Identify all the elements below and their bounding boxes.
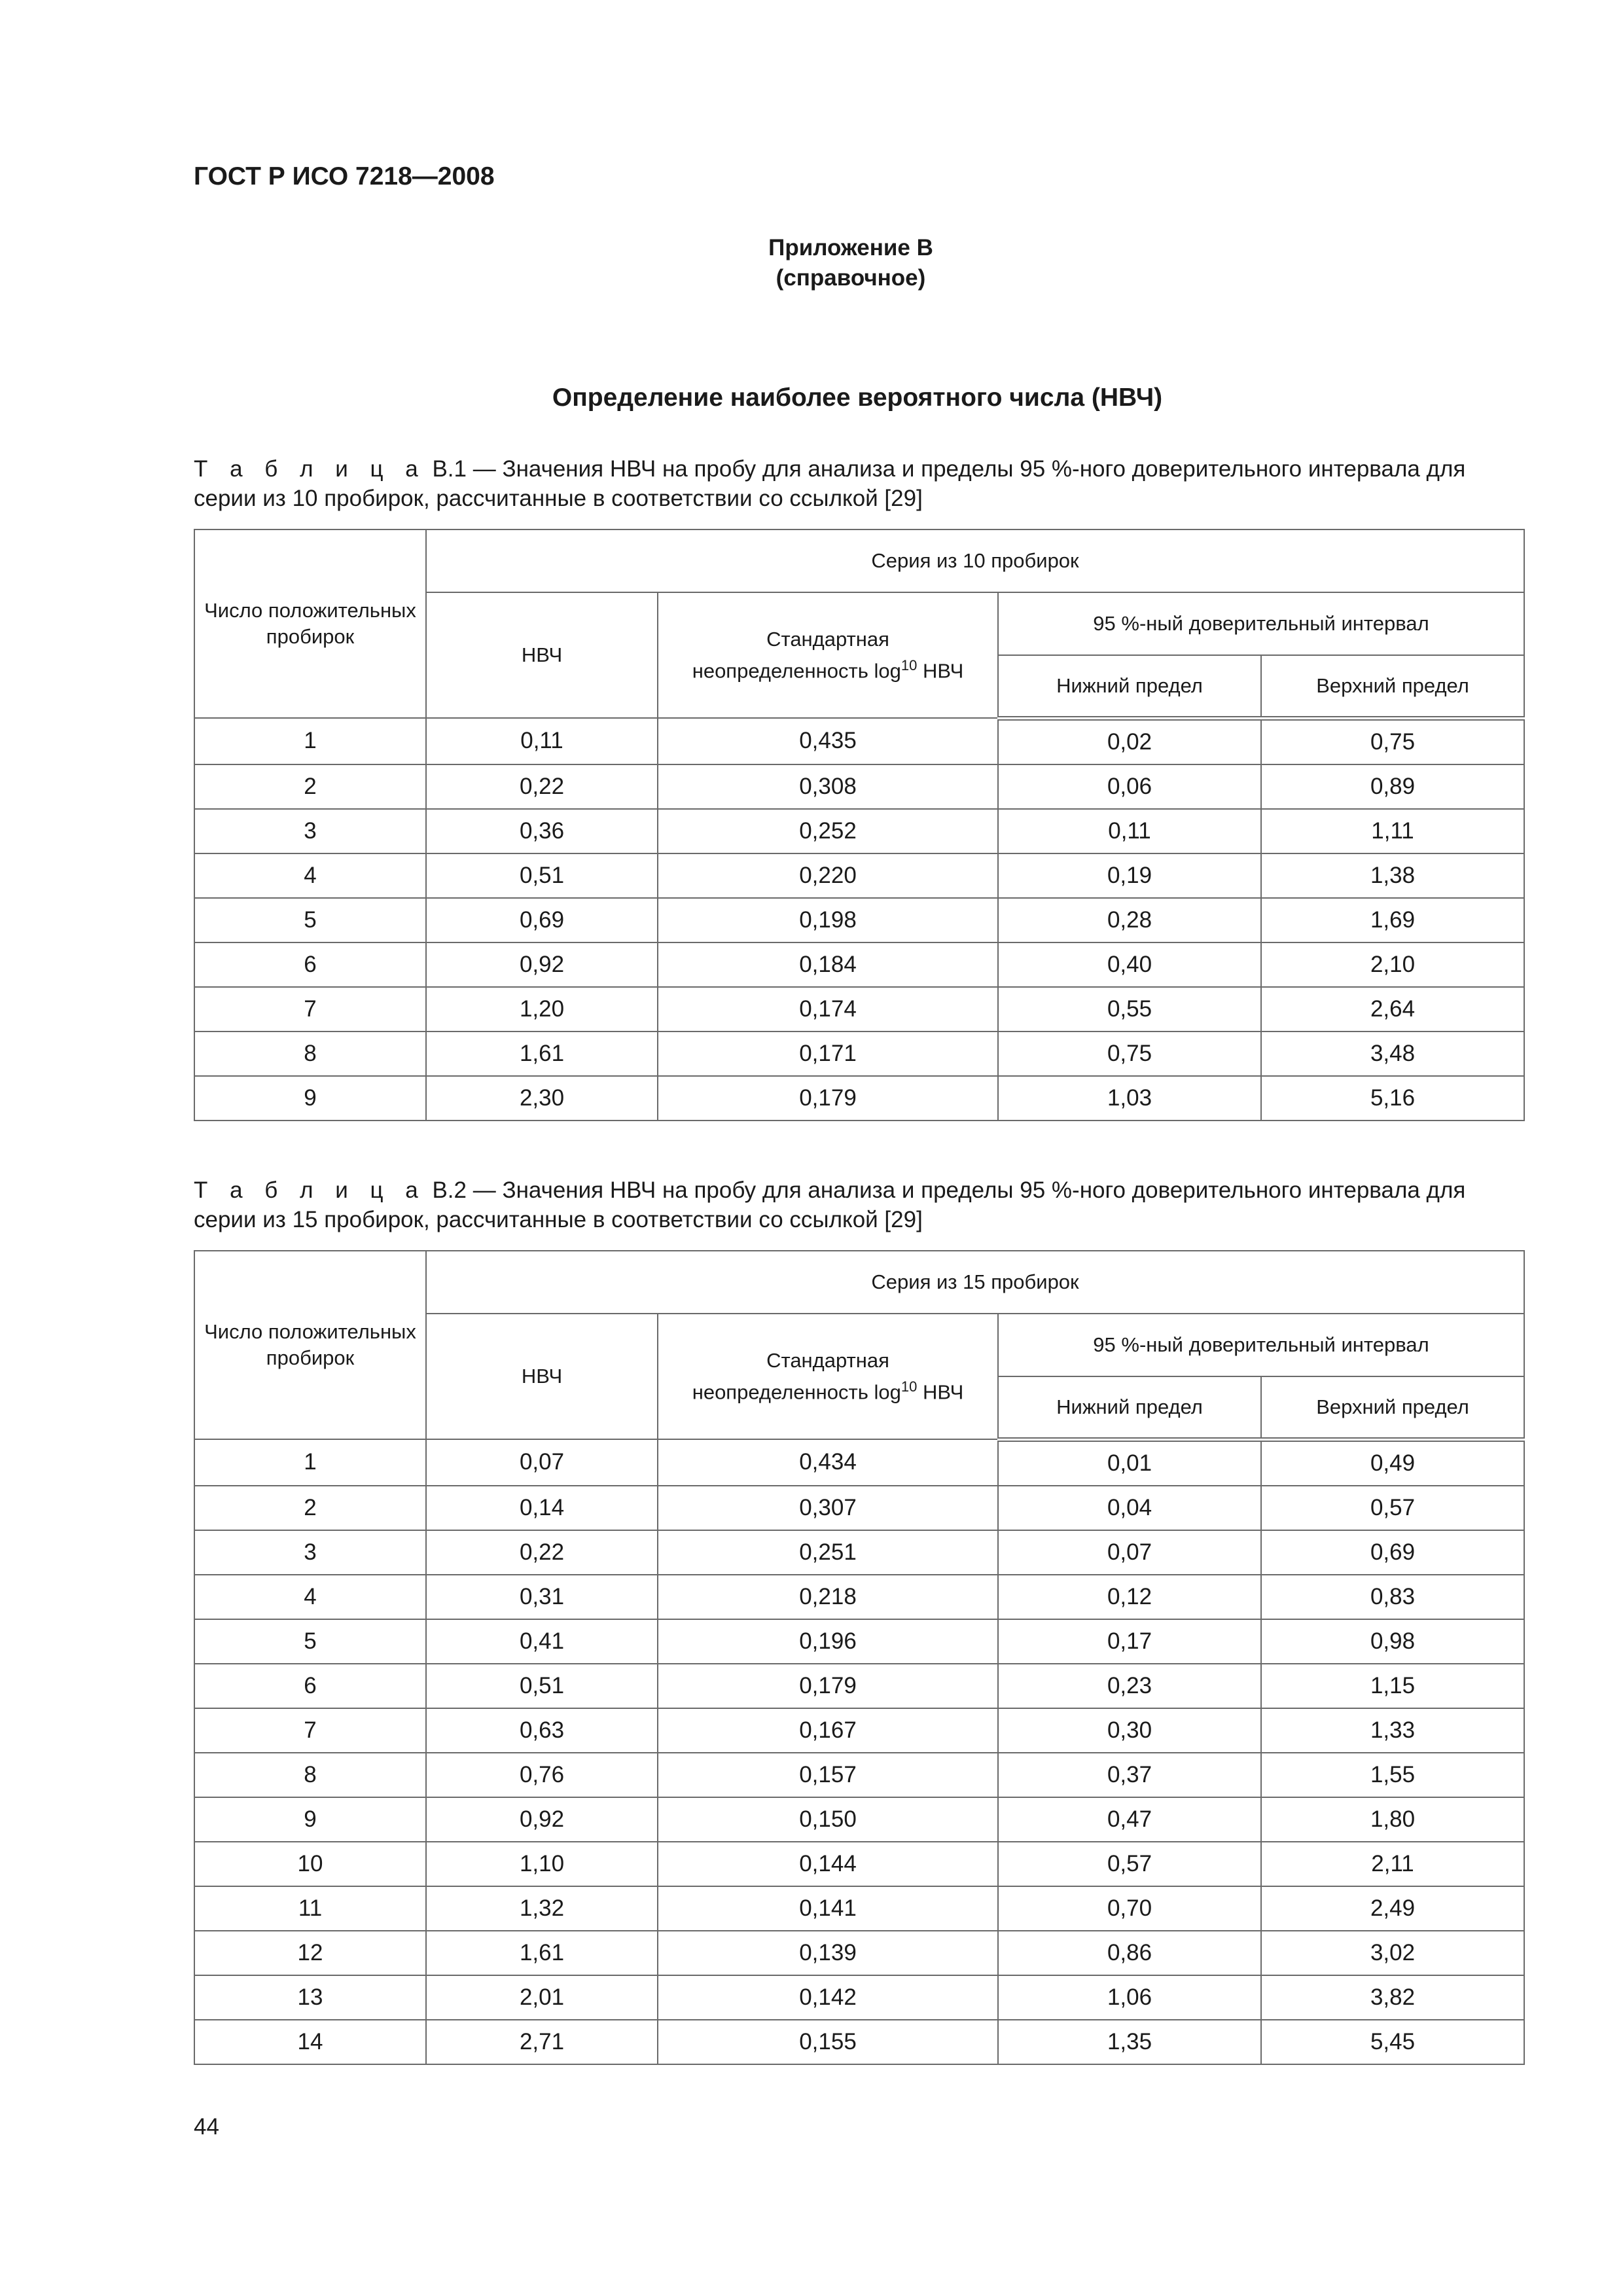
cell-std-uncertainty: 0,196 [658,1619,998,1664]
table-2-body [194,1439,1524,2064]
cell-mpn: 0,07 [426,1439,658,1486]
cell-positives: 1 [194,718,426,764]
header-upper: Верхний предел [1261,655,1524,718]
header-ci: 95 %-ный доверительный интервал [998,1314,1524,1376]
cell-mpn: 0,51 [426,853,658,898]
table-2-caption [194,1175,1529,1234]
cell-upper-limit: 0,98 [1261,1619,1524,1664]
table-row [194,718,1524,764]
cell-positives: 5 [194,1619,426,1664]
cell-positives: 9 [194,1797,426,1842]
table-row [194,764,1524,809]
cell-mpn: 0,76 [426,1753,658,1797]
cell-upper-limit: 1,55 [1261,1753,1524,1797]
table-row [194,1886,1524,1931]
header-lower: Нижний предел [998,1376,1261,1439]
cell-positives: 1 [194,1439,426,1486]
table-row [194,987,1524,1031]
annex-subtitle: (справочное) [776,265,926,291]
cell-std-uncertainty: 0,155 [658,2020,998,2064]
cell-positives: 3 [194,809,426,853]
cell-upper-limit: 2,49 [1261,1886,1524,1931]
cell-upper-limit: 0,57 [1261,1486,1524,1530]
table-1-caption-lead: Т а б л и ц а [194,456,426,482]
cell-upper-limit: 1,11 [1261,809,1524,853]
cell-mpn: 2,71 [426,2020,658,2064]
document-code: ГОСТ Р ИСО 7218—2008 [194,162,495,190]
cell-upper-limit: 0,83 [1261,1575,1524,1619]
cell-positives: 5 [194,898,426,942]
table-row [194,1530,1524,1575]
cell-lower-limit: 0,06 [998,764,1261,809]
cell-lower-limit: 0,86 [998,1931,1261,1975]
cell-mpn: 0,51 [426,1664,658,1708]
cell-lower-limit: 0,04 [998,1486,1261,1530]
header-mpn: НВЧ [426,1314,658,1439]
table-1 [194,529,1525,1121]
cell-upper-limit: 1,69 [1261,898,1524,942]
cell-mpn: 1,61 [426,1031,658,1076]
cell-lower-limit: 1,03 [998,1076,1261,1121]
cell-lower-limit: 0,55 [998,987,1261,1031]
cell-lower-limit: 0,75 [998,1031,1261,1076]
cell-std-uncertainty: 0,144 [658,1842,998,1886]
cell-mpn: 0,92 [426,1797,658,1842]
cell-mpn: 0,11 [426,718,658,764]
cell-positives: 4 [194,1575,426,1619]
header-std-line2: неопределенность log [692,1380,901,1404]
cell-upper-limit: 3,02 [1261,1931,1524,1975]
table-1-caption [194,454,1529,513]
table-row [194,898,1524,942]
cell-lower-limit: 1,06 [998,1975,1261,2020]
cell-positives: 2 [194,764,426,809]
header-positives: Число положительных пробирок [194,529,426,718]
cell-positives: 8 [194,1031,426,1076]
cell-lower-limit: 0,02 [998,718,1261,764]
cell-upper-limit: 5,16 [1261,1076,1524,1121]
cell-upper-limit: 0,49 [1261,1439,1524,1486]
table-1-body [194,718,1524,1121]
header-std-line2: неопределенность log [692,659,901,683]
cell-lower-limit: 0,12 [998,1575,1261,1619]
cell-std-uncertainty: 0,171 [658,1031,998,1076]
table-2-caption-text: В.2 — Значения НВЧ на пробу для анализа и пределы 95 %-ного доверительного интервала для серии из 15 пробирок, рассчитанные в соответствии со ссылкой [29] [194,1177,1466,1232]
table-row [194,1753,1524,1797]
cell-mpn: 0,69 [426,898,658,942]
cell-std-uncertainty: 0,307 [658,1486,998,1530]
header-std-line1: Стандартная [766,627,889,651]
table-row [194,1619,1524,1664]
cell-lower-limit: 0,28 [998,898,1261,942]
cell-std-uncertainty: 0,184 [658,942,998,987]
header-std-line1: Стандартная [766,1348,889,1372]
cell-upper-limit: 1,38 [1261,853,1524,898]
header-series: Серия из 10 пробирок [426,529,1524,592]
cell-std-uncertainty: 0,167 [658,1708,998,1753]
table-row [194,1664,1524,1708]
header-std-sup: 10 [901,1378,918,1395]
cell-positives: 13 [194,1975,426,2020]
table-row [194,1486,1524,1530]
cell-positives: 11 [194,1886,426,1931]
cell-positives: 10 [194,1842,426,1886]
table-row [194,1031,1524,1076]
cell-std-uncertainty: 0,179 [658,1076,998,1121]
header-positives: Число положительных пробирок [194,1251,426,1439]
cell-mpn: 0,41 [426,1619,658,1664]
table-row [194,2020,1524,2064]
cell-std-uncertainty: 0,218 [658,1575,998,1619]
table-2 [194,1250,1525,2065]
cell-mpn: 0,22 [426,1530,658,1575]
section-title: Определение наиболее вероятного числа (НВЧ) [552,384,1163,412]
table-1-caption-text: В.1 — Значения НВЧ на пробу для анализа и пределы 95 %-ного доверительного интервала для серии из 10 пробирок, рассчитанные в соответствии со ссылкой [29] [194,456,1466,511]
cell-positives: 7 [194,987,426,1031]
cell-mpn: 1,61 [426,1931,658,1975]
cell-lower-limit: 1,35 [998,2020,1261,2064]
cell-lower-limit: 0,57 [998,1842,1261,1886]
cell-std-uncertainty: 0,308 [658,764,998,809]
cell-std-uncertainty: 0,252 [658,809,998,853]
table-row [194,1797,1524,1842]
cell-lower-limit: 0,17 [998,1619,1261,1664]
cell-lower-limit: 0,37 [998,1753,1261,1797]
cell-upper-limit: 1,80 [1261,1797,1524,1842]
cell-lower-limit: 0,70 [998,1886,1261,1931]
table-row [194,809,1524,853]
header-ci: 95 %-ный доверительный интервал [998,592,1524,655]
header-lower: Нижний предел [998,655,1261,718]
table-row [194,1708,1524,1753]
cell-mpn: 0,31 [426,1575,658,1619]
cell-upper-limit: 5,45 [1261,2020,1524,2064]
cell-std-uncertainty: 0,141 [658,1886,998,1931]
cell-std-uncertainty: 0,435 [658,718,998,764]
cell-positives: 4 [194,853,426,898]
cell-mpn: 0,92 [426,942,658,987]
header-std-suffix: НВЧ [917,1380,964,1404]
cell-mpn: 1,10 [426,1842,658,1886]
cell-upper-limit: 0,75 [1261,718,1524,764]
table-row [194,1439,1524,1486]
cell-std-uncertainty: 0,434 [658,1439,998,1486]
cell-upper-limit: 2,11 [1261,1842,1524,1886]
cell-std-uncertainty: 0,198 [658,898,998,942]
cell-mpn: 1,32 [426,1886,658,1931]
cell-lower-limit: 0,40 [998,942,1261,987]
cell-mpn: 2,30 [426,1076,658,1121]
cell-std-uncertainty: 0,157 [658,1753,998,1797]
cell-lower-limit: 0,30 [998,1708,1261,1753]
cell-lower-limit: 0,19 [998,853,1261,898]
header-series: Серия из 15 пробирок [426,1251,1524,1314]
annex-title: Приложение В [768,235,933,260]
cell-upper-limit: 1,33 [1261,1708,1524,1753]
cell-upper-limit: 3,48 [1261,1031,1524,1076]
cell-std-uncertainty: 0,139 [658,1931,998,1975]
table-row [194,942,1524,987]
cell-positives: 6 [194,942,426,987]
table-row [194,1931,1524,1975]
table-row [194,853,1524,898]
cell-lower-limit: 0,01 [998,1439,1261,1486]
table-row [194,1575,1524,1619]
cell-upper-limit: 2,64 [1261,987,1524,1031]
cell-lower-limit: 0,47 [998,1797,1261,1842]
cell-positives: 8 [194,1753,426,1797]
cell-mpn: 1,20 [426,987,658,1031]
table-row [194,1076,1524,1121]
cell-positives: 2 [194,1486,426,1530]
cell-lower-limit: 0,07 [998,1530,1261,1575]
cell-lower-limit: 0,11 [998,809,1261,853]
cell-positives: 12 [194,1931,426,1975]
table-row [194,1975,1524,2020]
cell-mpn: 2,01 [426,1975,658,2020]
cell-mpn: 0,63 [426,1708,658,1753]
cell-positives: 6 [194,1664,426,1708]
cell-upper-limit: 1,15 [1261,1664,1524,1708]
header-std-uncertainty [658,1314,998,1439]
header-mpn: НВЧ [426,592,658,718]
cell-lower-limit: 0,23 [998,1664,1261,1708]
table-row [194,1842,1524,1886]
page-number: 44 [194,2114,219,2140]
cell-positives: 14 [194,2020,426,2064]
cell-mpn: 0,14 [426,1486,658,1530]
table-2-caption-lead: Т а б л и ц а [194,1177,426,1203]
header-std-sup: 10 [901,656,918,673]
cell-upper-limit: 3,82 [1261,1975,1524,2020]
cell-upper-limit: 0,69 [1261,1530,1524,1575]
cell-std-uncertainty: 0,174 [658,987,998,1031]
cell-std-uncertainty: 0,142 [658,1975,998,2020]
cell-std-uncertainty: 0,220 [658,853,998,898]
header-std-uncertainty [658,592,998,718]
cell-positives: 7 [194,1708,426,1753]
cell-mpn: 0,22 [426,764,658,809]
cell-std-uncertainty: 0,251 [658,1530,998,1575]
cell-positives: 3 [194,1530,426,1575]
cell-mpn: 0,36 [426,809,658,853]
header-upper: Верхний предел [1261,1376,1524,1439]
cell-std-uncertainty: 0,179 [658,1664,998,1708]
cell-std-uncertainty: 0,150 [658,1797,998,1842]
header-std-suffix: НВЧ [917,659,964,683]
cell-positives: 9 [194,1076,426,1121]
cell-upper-limit: 2,10 [1261,942,1524,987]
cell-upper-limit: 0,89 [1261,764,1524,809]
